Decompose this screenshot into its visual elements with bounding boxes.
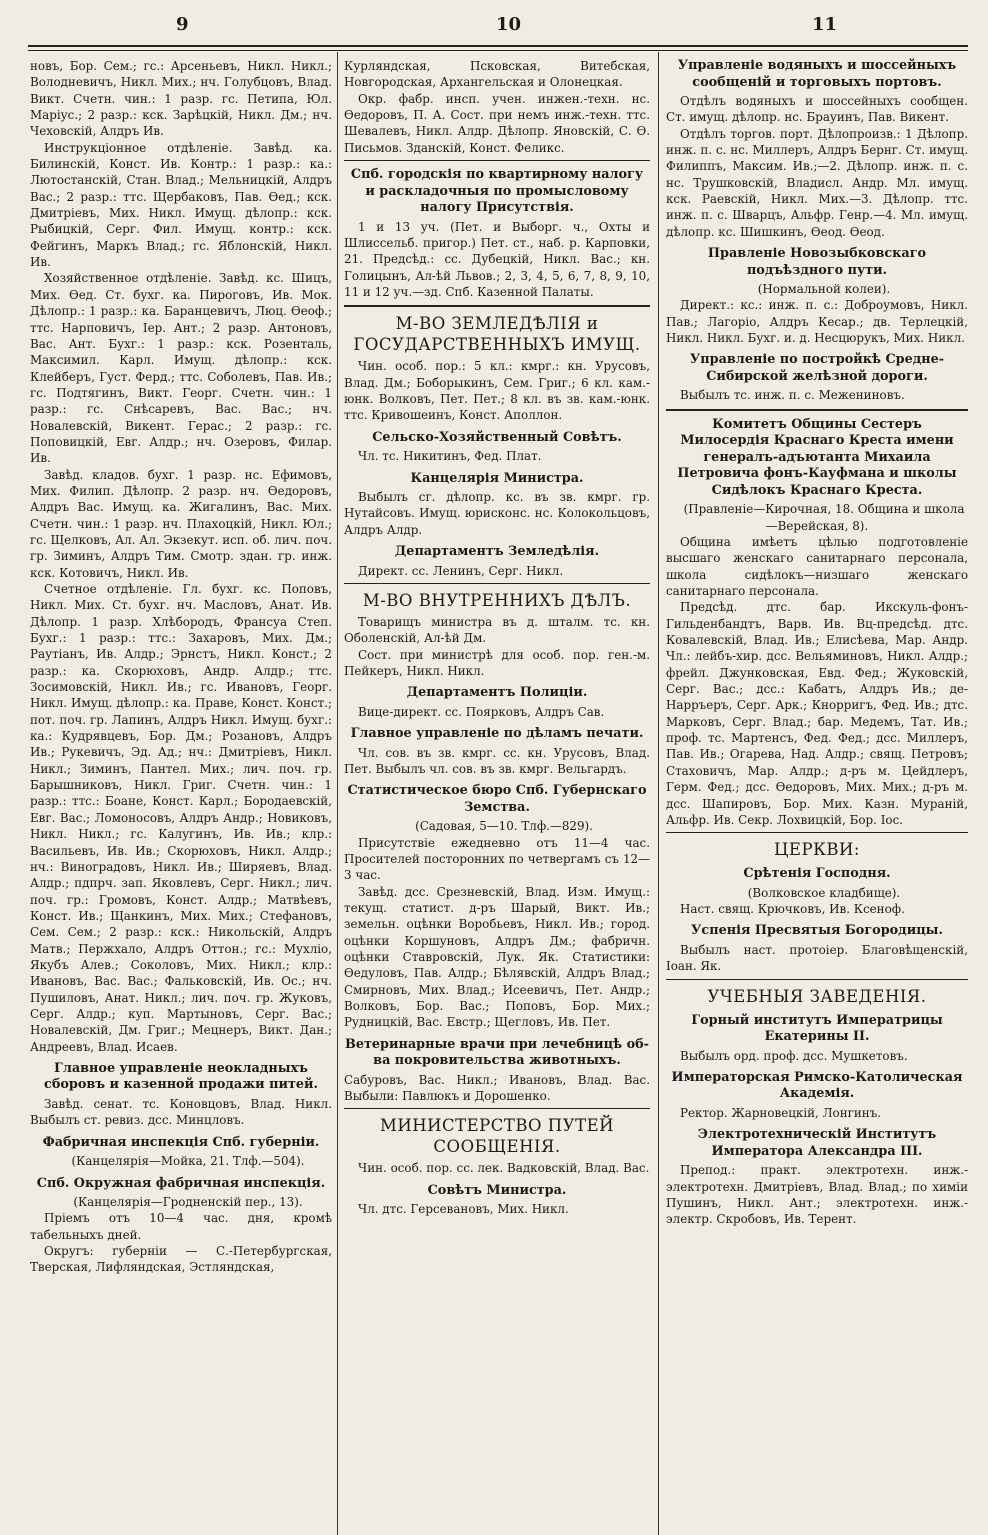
section-heading: Фабричная инспекція Спб. губерніи. <box>42 1134 320 1150</box>
paragraph: Директ. сс. Ленинъ, Серг. Никл. <box>358 563 564 578</box>
column-separator <box>658 52 659 1535</box>
paragraph: Чл. дтс. Герсевановъ, Мих. Никл. <box>358 1202 569 1217</box>
section-heading: Правленіе Новозыбковскаго подъѣздного пути. <box>707 246 927 278</box>
section-heading: Ветеринарные врачи при лечебницѣ об-ва покровительства животныхъ. <box>345 1036 649 1069</box>
paragraph: Сост. при министрѣ для особ. пор. ген.-м. Пейкеръ, Никл. Никл. <box>344 647 650 678</box>
paragraph: Предсѣд. дтс. бар. Икскуль-фонъ-Гильденбандтъ, Варв. Ив. Вц-предсѣд. дтс. Ковалевскій, Влад. Ив.; Елисѣева, Мар. Андр. Чл.: лейбъ-хир. дсс. Вельяминовъ, Никл. Алдр.; фрейл. Джунковская, Евд. Фед.; Жуковскій, Серг. Вас.; дсс.: Кабатъ, Алдръ Ив.; де-Нарръеръ, Серг. Арк.; Кнорригъ, Фед. Ив.; дтс. Марковъ, Серг. Влад.; бар. Медемъ, Тат. Ив.; проф. тс. Мартенсъ, Фед. Фед.; дсс. Миллеръ, Пав. Ив.; Огарева, Над. Алдр.; свящ. Петровъ; Стаховичъ, Мар. Алдр.; д-ръ м. Цейдлеръ, Герм. Фед.; дсс. Ѳедоровъ, Мих. Мих.; д-ръ м. дсс. Шапировъ, Бор. Мих. Казн. Мураній, Альфр. Ив. Секр. Лохвицкій, Бор. Іос. <box>666 600 968 827</box>
paragraph: Выбылъ сг. дѣлопр. кс. въ зв. кмрг. гр. Нутайсовъ. Имущ. юрисконс. нс. Колокольцовъ, Алдръ Алдр. <box>344 490 650 537</box>
column-separator <box>337 52 338 1535</box>
paragraph: Чин. особ. пор. сс. лек. Вадковскій, Влад. Вас. <box>358 1161 650 1176</box>
divider <box>344 160 650 161</box>
ministry-heading: М-ВО ЗЕМЛЕДѢЛІЯ и ГОСУДАРСТВЕННЫХЪ ИМУЩ. <box>353 314 641 355</box>
section-heading: Электротехническій Институтъ Императора Александра III. <box>697 1127 937 1159</box>
paragraph: новъ, Бор. Сем.; гс.: Арсеньевъ, Никл. Никл.; Володневичъ, Никл. Мих.; нч. Голубцовъ, Влад. Викт. Счетн. чин.: 1 разр. гс. Петипа, Юл. Маріус.; 2 разр.: кск. Зарѣцкій, Никл. Дм.; нч. Чеховскій, Алдръ Ив. <box>30 59 332 139</box>
divider <box>666 409 968 411</box>
paragraph: Выбылъ орд. проф. дсс. Мушкетовъ. <box>680 1048 908 1063</box>
paragraph: Окр. фабр. инсп. учен. инжен.-техн. нс. Ѳедоровъ, П. А. Сост. при немъ инж.-техн. ттс. Шевалевъ, Никл. Алдр. Дѣлопр. Яновскій, С. Ѳ. Письмов. Зданскій, Конст. Феликс. <box>344 91 650 155</box>
section-heading: Горный институтъ Императрицы Екатерины II. <box>691 1012 943 1045</box>
section-heading: Срѣтенія Господня. <box>743 866 891 882</box>
paragraph: 1 и 13 уч. (Пет. и Выборг. ч., Охты и Шлиссельб. пригор.) Пет. ст., наб. р. Карповки, 21. Предсѣд.: сс. Дубецкій, Никл. Вас.; кн. Голицынъ, Ал-ѣй Львов.; 2, 3, 4, 5, 6, 7, 8, 9, 10, 11 и 12 уч.—зд. Спб. Казенной Палаты. <box>344 219 650 299</box>
section-heading: Канцелярія Министра. <box>410 470 584 486</box>
paragraph: Завѣд. сенат. тс. Коновцовъ, Влад. Никл. Выбылъ ст. ревиз. дсс. Минцловъ. <box>30 1096 332 1128</box>
section-heading: Успенія Пресвятыя Богородицы. <box>691 923 943 939</box>
paragraph: Отдѣлъ торгов. порт. Дѣлопроизв.: 1 Дѣлопр. инж. п. с. нс. Миллеръ, Алдръ Бернг. Ст. имущ. Филиппъ, Максим. Ив.;—2. Дѣлопр. инж. п. с. нс. Трушковскій, Владисл. Андр. Мл. имущ. кск. Раевскій, Никл. Мих.—3. Дѣлопр. ттс. инж. п. с. Шварцъ, Альфр. Генр.—4. Мл. имущ. дѣлопр. кс. Шишкинъ, Ѳеод. Ѳеод. <box>666 126 968 239</box>
top-rule <box>28 45 968 47</box>
paragraph: Присутствіе ежедневно отъ 11—4 час. Просителей посторонних по четвергамъ съ 12—3 час. <box>344 835 650 883</box>
paragraph: Чин. особ. пор.: 5 кл.: кмрг.: кн. Урусовъ, Влад. Дм.; Боборыкинъ, Сем. Григ.; 6 кл. кам.-юнк. Волковъ, Пет. Пет.; 8 кл. въ зв. кам.-юнк. ттс. Кривошеинъ, Конст. Аполлон. <box>344 359 650 423</box>
category-heading: УЧЕБНЫЯ ЗАВЕДЕНІЯ. <box>707 986 927 1006</box>
page-number-right: 11 <box>812 14 838 35</box>
section-heading: Департаментъ Полиціи. <box>406 685 588 701</box>
section-heading: Спб. Окружная фабричная инспекція. <box>36 1175 326 1191</box>
address-note: (Канцелярія—Мойка, 21. Тлф.—504). <box>71 1154 305 1169</box>
column-left <box>30 58 332 1535</box>
paragraph: Община имѣетъ цѣлью подготовленіе высшаго женскаго санитарнаго персонала, школа сидѣлокъ—низшаго женскаго санитарнаго персонала. <box>666 535 968 599</box>
column-center <box>344 58 650 1535</box>
divider <box>344 305 650 307</box>
page-number-center: 10 <box>496 14 522 35</box>
section-heading: Главное управленіе неокладныхъ сборовъ и казенной продажи питей. <box>44 1060 318 1093</box>
section-heading: Статистическое бюро Спб. Губернскаго Земства. <box>347 783 647 815</box>
address-note: (Волковское кладбище). <box>747 885 901 900</box>
divider <box>666 979 968 980</box>
paragraph: Курляндская, Псковская, Витебская, Новгородская, Архангельская и Олонецкая. <box>344 59 650 90</box>
paragraph: Хозяйственное отдѣленіе. Завѣд. кс. Шицъ, Мих. Ѳед. Ст. бухг. ка. Пироговъ, Ив. Мок. Дѣлопр.: 1 разр.: ка. Баранцевичъ, Люц. Ѳеоф.; ттс. Нарповичъ, Іер. Ант.; 2 разр. Антоновъ, Вас. Ант. Бухг.: 1 разр.: кск. Розенталь, Максимил. Карл. Имущ. дѣлопр.: кск. Клейберъ, Густ. Ферд.; ттс. Соболевъ, Пав. Ив.; гс. Подтягинъ, Викт. Георг. Счетн. чин.: 1 разр.: гс. Снѣсаревъ, Вас. Вас.; нч. Новалевскій, Викент. Герас.; 2 разр.: гс. Поповицкій, Евг. Алдр.; нч. Озеровъ, Филар. Ив. <box>30 271 332 466</box>
divider <box>666 832 968 833</box>
paragraph: Препод.: практ. электротехн. инж.-электротехн. Дмитріевъ, Влад. Влад.; по химіи Пушинъ, Никл. Ант.; электротехн. инж.-электр. Скробовъ, Ив. Терент. <box>666 1163 968 1227</box>
address-note: (Правленіе—Кирочная, 18. Община и школа—Верейская, 8). <box>683 502 965 533</box>
divider <box>344 583 650 584</box>
section-heading: Комитетъ Общины Сестеръ Милосердія Краснаго Креста имени генералъ-адъютанта Михаила Петровича фонъ-Кауфмана и школы Сидѣлокъ Краснаго Креста. <box>677 416 957 498</box>
section-heading: Спб. городскія по квартирному налогу и раскладочныя по промысловому налогу Присутствія. <box>350 167 644 216</box>
category-heading: ЦЕРКВИ: <box>774 840 860 860</box>
paragraph: Завѣд. кладов. бухг. 1 разр. нс. Ефимовъ, Мих. Филип. Дѣлопр. 2 разр. нч. Ѳедоровъ, Алдръ Вас. Имущ. ка. Жигалинъ, Вас. Мих. Счетн. чин.: 1 разр. нч. Плахоцкій, Никл. Юл.; гс. Щелковъ, Ал. Ал. Экзекут. исп. об. лич. поч. гр. Зиминъ, Алдръ Тим. Смотр. здан. гр. инж. кск. Котовичъ, Никл. Ив. <box>30 467 332 580</box>
address-note: (Канцелярія—Гродненскій пер., 13). <box>73 1195 303 1209</box>
paragraph: Вице-директ. сс. Поярковъ, Алдръ Сав. <box>358 704 605 719</box>
page-number-left: 9 <box>176 14 189 35</box>
column-right <box>666 58 968 1535</box>
paragraph: Пріемъ отъ 10—4 час. дня, кромѣ табельныхъ дней. <box>30 1211 332 1242</box>
paragraph: Сабуровъ, Вас. Никл.; Ивановъ, Влад. Вас. Выбыли: Павлюкъ и Дорошенко. <box>344 1072 650 1104</box>
paragraph: Завѣд. дсс. Срезневскій, Влад. Изм. Имущ.: текущ. статист. д-ръ Шарый, Викт. Ив.; земельн. оцѣнки Воробьевъ, Никл. Ив.; город. оцѣнки Коршуновъ, Алдръ Дм.; фабричн. оцѣнки Ставровскій, Лук. Як. Статистики: Ѳедуловъ, Пав. Алдр.; Бѣлявскій, Алдръ Влад.; Смирновъ, Мих. Влад.; Исеевичъ, Пет. Андр.; Волковъ, Бор. Вас.; Поповъ, Бор. Мих.; Рудницкій, Вас. Евстр.; Щегловъ, Ив. Пет. <box>344 884 650 1030</box>
paragraph: Выбылъ тс. инж. п. с. Межениновъ. <box>680 388 905 403</box>
address-note: (Садовая, 5—10. Тлф.—829). <box>415 819 593 834</box>
paragraph: Наст. свящ. Крючковъ, Ив. Ксеноф. <box>680 902 905 917</box>
paragraph: Директ.: кс.: инж. п. с.: Доброумовъ, Никл. Пав.; Лагоріо, Алдръ Кесар.; дв. Терлецкій, Никл. Никл. Бухг. и. д. Несцюрукъ, Мих. Никл. <box>666 298 968 346</box>
section-heading: Управленіе по постройкѣ Средне-Сибирской желѣзной дороги. <box>689 352 945 384</box>
paragraph: Инструкціонное отдѣленіе. Завѣд. ка. Билинскій, Конст. Ив. Контр.: 1 разр.: ка.: Лютостанскій, Стан. Влад.; Мельницкій, Алдръ Вас.; 2 разр.: ттс. Щербаковъ, Пав. Ѳед.; кск. Дмитріевъ, Мих. Никл. Имущ. дѣлопр.: кск. Рыбицкій, Серг. Фил. Имущ. контр.: кск. Фейгинъ, Маркъ Влад.; гс. Яблонскій, Никл. Ив. <box>30 140 332 270</box>
ministry-heading: МИНИСТЕРСТВО ПУТЕЙ СООБЩЕНІЯ. <box>379 1116 615 1157</box>
address-note: (Нормальной колеи). <box>757 282 891 297</box>
section-heading: Главное управленіе по дѣламъ печати. <box>350 726 644 742</box>
section-heading: Управленіе водяныхъ и шоссейныхъ сообщеній и торговыхъ портовъ. <box>677 58 957 90</box>
paragraph: Товарищъ министра въ д. шталм. тс. кн. Оболенскій, Ал-ѣй Дм. <box>344 614 650 646</box>
paragraph: Чл. тс. Никитинъ, Фед. Плат. <box>358 449 542 464</box>
section-heading: Сельско-Хозяйственный Совѣтъ. <box>372 429 622 445</box>
paragraph: Отдѣлъ водяныхъ и шоссейныхъ сообщен. Ст. имущ. дѣлопр. нс. Брауинъ, Пав. Викент. <box>666 94 968 125</box>
section-heading: Департаментъ Земледѣлія. <box>394 544 600 560</box>
paragraph: Ректор. Жарновецкій, Лонгинъ. <box>680 1105 882 1120</box>
paragraph: Счетное отдѣленіе. Гл. бухг. кс. Поповъ, Никл. Мих. Ст. бухг. нч. Масловъ, Анат. Ив. Дѣлопр. 1 разр. Хлѣбородъ, Франсуа Степ. Бухг.: 1 разр.: ттс.: Захаровъ, Мих. Дм.; Раутіанъ, Ив. Алдр.; Эрнстъ, Никл. Конст.; 2 разр.: ка. Скорюховъ, Андр. Алдр.; ттс. Зосимовскій, Никл. Ив.; гс. Ивановъ, Георг. Никл. Имущ. дѣлопр.: ка. Праве, Конст. Конст.; пот. поч. гр. Лапинъ, Алдръ Никл. Имущ. бухг.: ка.: Кудрявцевъ, Бор. Дм.; Розановъ, Алдръ Ив.; Рукевичъ, Эд. Ад.; нч.: Дмитріевъ, Никл. Никл.; Зиминъ, Пантел. Мих.; лич. поч. гр. Барышниковъ, Никл. Григ. Счетн. чин.: 1 разр.: ттс.: Боане, Конст. Карл.; Бородаевскій, Евг. Вас.; Ломоносовъ, Алдръ Андр.; Новиковъ, Никл. Никл.; гс. Калугинъ, Ив. Ив.; клр.: Васильевъ, Ив. Ив.; Скорюховъ, Никл. Алдр.; нч.: Виноградовъ, Никл. Ив.; Ширяевъ, Влад. Алдр.; пдпрч. зап. Яковлевъ, Серг. Никл.; лич. поч. гр.: Громовъ, Конст. Алдр.; Матвѣевъ, Конст. Ив.; Щанкинъ, Мих. Мих.; Стефановъ, Сем. Сем.; 2 разр.: кск.: Никольскій, Алдръ Матв.; Пержхало, Алдръ Оттон.; гс.: Мухліо, Якубъ Алев.; Соколовъ, Мих. Никл.; клр.: Ивановъ, Вас. Вас.; Фальковскій, Ив. Ос.; нч. Пушиловъ, Анат. Никл.; лич. поч. гр. Жуковъ, Серг. Алдр.; куп. Мартыновъ, Серг. Вас.; Новалевскій, Дм. Григ.; Мецнеръ, Викт. Дан.; Андреевъ, Влад. Исаев. <box>30 582 332 1054</box>
paragraph: Выбылъ наст. протоіер. Благовѣщенскій, Іоан. Як. <box>666 942 968 974</box>
paragraph: Округъ: губерніи — С.-Петербургская, Тверская, Лифляндская, Эстляндская, <box>30 1244 332 1275</box>
top-rule-thin <box>28 50 968 51</box>
divider <box>344 1108 650 1109</box>
section-heading: Императорская Римско-Католическая Академія. <box>671 1069 963 1102</box>
section-heading: Совѣтъ Министра. <box>427 1182 567 1198</box>
ministry-heading: М-ВО ВНУТРЕННИХЪ ДѢЛЪ. <box>362 590 632 610</box>
paragraph: Чл. сов. въ зв. кмрг. сс. кн. Урусовъ, Влад. Пет. Выбылъ чл. сов. въ зв. кмрг. Вельгардъ. <box>344 745 650 776</box>
